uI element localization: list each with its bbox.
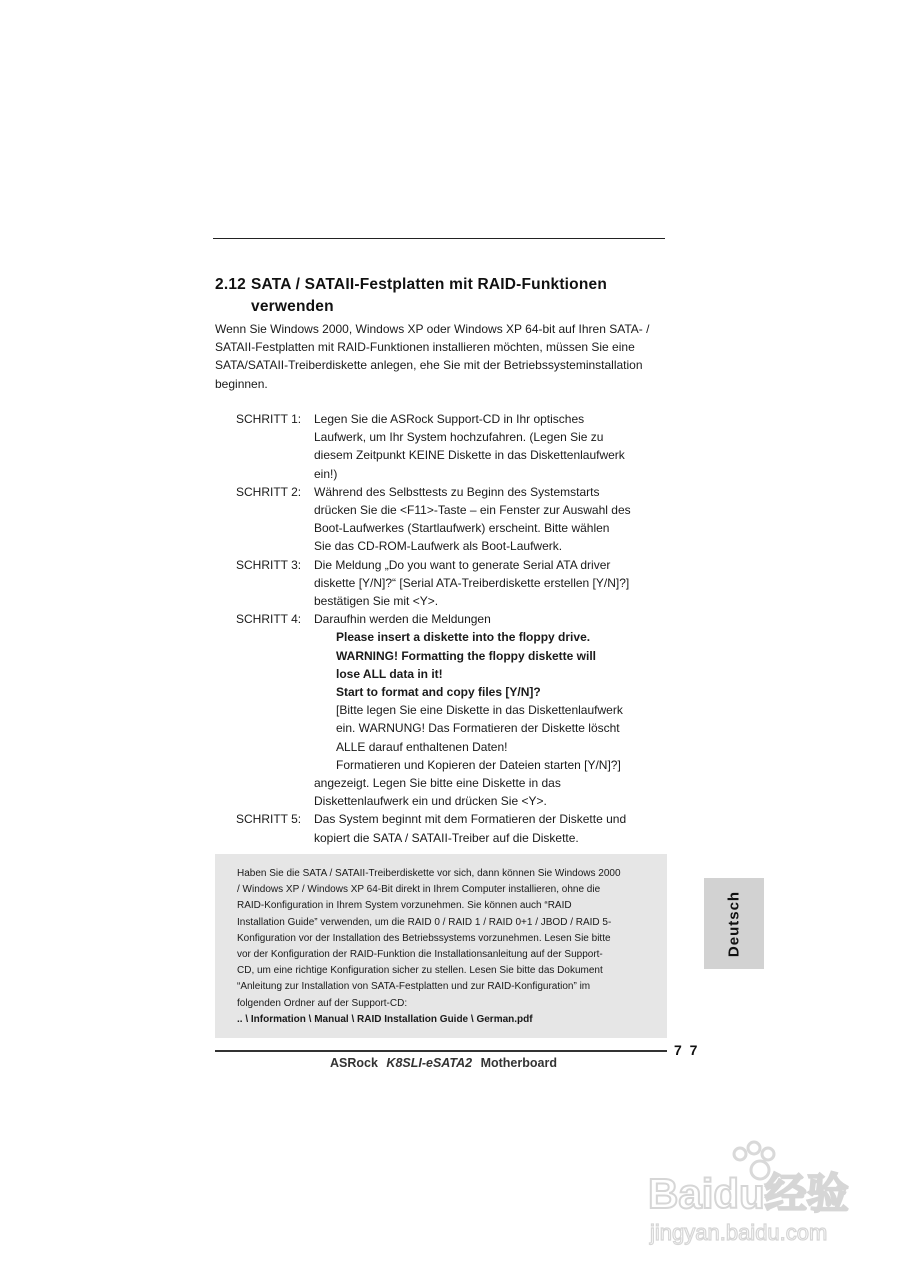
intro-line: SATAII-Festplatten mit RAID-Funktionen installieren möchten, müssen Sie eine xyxy=(215,340,635,355)
footer-brand: ASRock xyxy=(330,1056,378,1070)
note-line: / Windows XP / Windows XP 64-Bit direkt in Ihrem Computer installieren, ohne die xyxy=(237,884,601,896)
language-tab xyxy=(704,878,764,969)
step-line: diesem Zeitpunkt KEINE Diskette in das Diskettenlaufwerk xyxy=(314,448,625,463)
step-line: ein!) xyxy=(314,466,338,481)
step-2 xyxy=(236,483,656,556)
note-text xyxy=(237,866,651,1028)
note-line: Haben Sie die SATA / SATAII-Treiberdiskette vor sich, dann können Sie Windows 2000 xyxy=(237,868,621,879)
footer-model: K8SLI-eSATA2 xyxy=(386,1056,473,1070)
step-label: SCHRITT 1: xyxy=(236,412,302,426)
step-3 xyxy=(236,556,656,611)
file-path: .. \ Information \ Manual \ RAID Installation Guide \ German.pdf xyxy=(237,1013,533,1025)
translation-line: Formatieren und Kopieren der Dateien starten [Y/N]?] xyxy=(336,757,621,772)
step-line: Laufwerk, um Ihr System hochzufahren. (Legen Sie zu xyxy=(314,430,604,445)
bottom-rule xyxy=(215,1050,667,1052)
prompt-message-line: Please insert a diskette into the floppy drive. xyxy=(336,630,591,645)
step-line: Während des Selbsttests zu Beginn des Systemstarts xyxy=(314,484,600,499)
intro-line: beginnen. xyxy=(215,376,268,391)
step-line: Die Meldung „Do you want to generate Serial ATA driver xyxy=(314,557,611,572)
step-text xyxy=(314,410,656,483)
section-number: 2.12 xyxy=(215,276,246,293)
note-line: “Anleitung zur Installation von SATA-Festplatten und zur RAID-Konfiguration” im xyxy=(237,981,591,993)
prompt-message-line: Start to format and copy files [Y/N]? xyxy=(336,685,541,700)
step-line: Diskettenlaufwerk ein und drücken Sie <Y>. xyxy=(314,794,547,809)
intro-line: Wenn Sie Windows 2000, Windows XP oder Windows XP 64-bit auf Ihren SATA- / xyxy=(215,322,650,336)
step-text xyxy=(314,483,656,556)
step-line: Sie das CD-ROM-Laufwerk als Boot-Laufwerk. xyxy=(314,539,563,554)
page-number: 7 7 xyxy=(674,1042,700,1058)
intro-line: SATA/SATAII-Treiberdiskette anlegen, ehe Sie mit der Betriebssysteminstallation xyxy=(215,358,643,373)
step-text xyxy=(314,556,656,611)
step-text xyxy=(314,810,656,846)
top-rule xyxy=(213,238,665,239)
note-line: CD, um eine richtige Konfiguration sicher zu stellen. Lesen Sie bitte das Dokument xyxy=(237,965,603,977)
step-line: drücken Sie die <F11>-Taste – ein Fenster zur Auswahl des xyxy=(314,503,631,518)
note-line: folgenden Ordner auf der Support-CD: xyxy=(237,997,408,1009)
prompt-message-line: lose ALL data in it! xyxy=(336,666,443,681)
note-line: vor der Konfiguration der RAID-Funktion die Installationsanleitung auf der Support- xyxy=(237,949,603,961)
note-box xyxy=(215,854,667,1038)
note-line: RAID-Konfiguration in Ihrem System vorzunehmen. Sie können auch “RAID xyxy=(237,900,572,912)
step-5 xyxy=(236,810,656,846)
step-line: Das System beginnt mit dem Formatieren der Diskette und xyxy=(314,812,627,827)
section-title-line1: SATA / SATAII-Festplatten mit RAID-Funktionen xyxy=(251,276,608,293)
translation-line: ALLE darauf enthaltenen Daten! xyxy=(336,739,508,754)
note-line: Installation Guide” verwenden, um die RAID 0 / RAID 1 / RAID 0+1 / JBOD / RAID 5- xyxy=(237,916,612,928)
step-line: diskette [Y/N]?“ [Serial ATA-Treiberdiskette erstellen [Y/N]?] xyxy=(314,575,630,590)
watermark-url: jingyan.baidu.com xyxy=(650,1220,828,1245)
step-line: bestätigen Sie mit <Y>. xyxy=(314,594,439,609)
section-heading xyxy=(215,274,675,318)
step-list xyxy=(236,410,656,847)
step-label: SCHRITT 2: xyxy=(236,484,302,499)
step-line: angezeigt. Legen Sie bitte eine Diskette in das xyxy=(314,776,561,791)
step-text xyxy=(314,610,656,810)
translation-line: [Bitte legen Sie eine Diskette in das Diskettenlaufwerk xyxy=(336,703,623,718)
translation-line: ein. WARNUNG! Das Formatieren der Diskette löscht xyxy=(336,721,620,736)
step-label: SCHRITT 3: xyxy=(236,557,302,572)
language-tab-label: Deutsch xyxy=(725,890,743,957)
note-line: Konfiguration vor der Installation des Betriebssystems vorzunehmen. Lesen Sie bitte xyxy=(237,932,611,944)
baidu-watermark xyxy=(640,1140,880,1250)
section-title-line2: verwenden xyxy=(251,298,334,315)
watermark-logo: Baidu经验 xyxy=(648,1170,849,1217)
step-line: Boot-Laufwerkes (Startlaufwerk) erscheint. Bitte wählen xyxy=(314,521,610,536)
step-line: Daraufhin werden die Meldungen xyxy=(314,612,491,627)
step-line: kopiert die SATA / SATAII-Treiber auf die Diskette. xyxy=(314,830,579,845)
step-label: SCHRITT 5: xyxy=(236,812,302,827)
footer-product: Motherboard xyxy=(480,1056,557,1070)
step-1 xyxy=(236,410,656,483)
intro-paragraph xyxy=(215,320,675,393)
step-label: SCHRITT 4: xyxy=(236,612,302,627)
footer xyxy=(330,1056,557,1070)
step-line: Legen Sie die ASRock Support-CD in Ihr optisches xyxy=(314,412,585,426)
step-4 xyxy=(236,610,656,810)
prompt-message-line: WARNING! Formatting the floppy diskette will xyxy=(336,648,597,663)
